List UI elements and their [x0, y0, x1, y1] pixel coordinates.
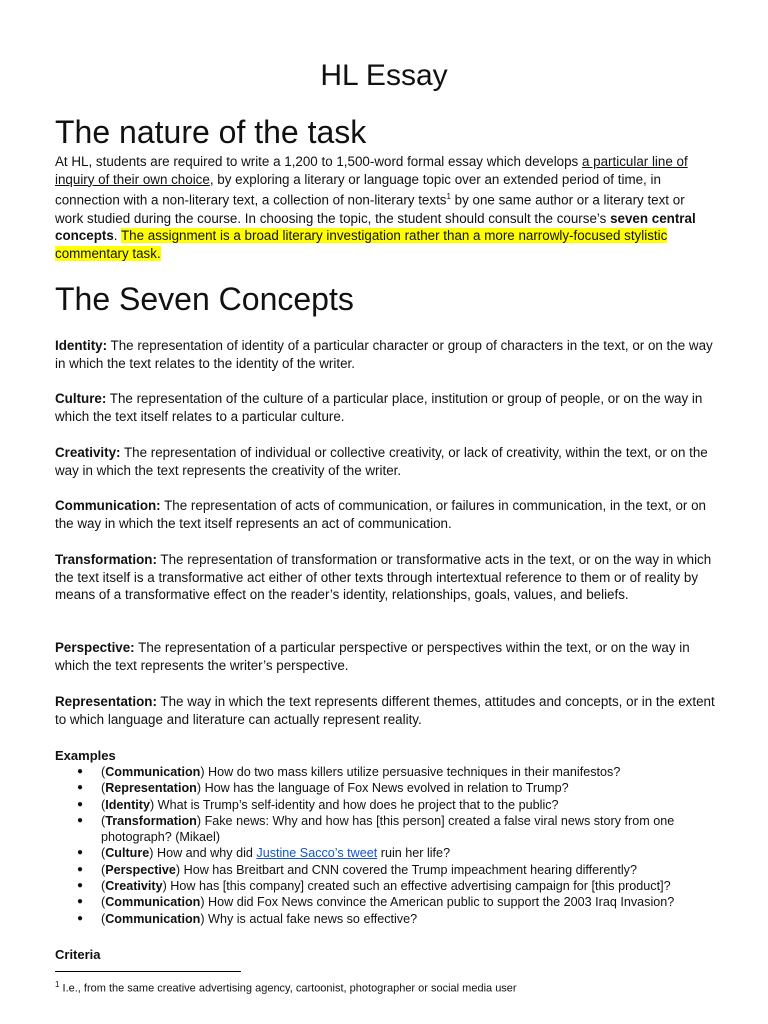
list-item: ● (Creativity) How has [this company] created such an effective advertising campaign for [this product]? — [55, 878, 715, 894]
example-text: ) How did Fox News convince the American public to support the 2003 Iraq Invasion? — [200, 895, 675, 910]
concept-identity — [55, 337, 715, 372]
example-concept: Culture — [105, 846, 150, 861]
concept-transformation — [55, 551, 715, 604]
example-text: ) Fake news: Why and how has [this person] created a false viral news story from one photograph? (Mikael) — [101, 813, 675, 845]
concept-text: The representation of the culture of a particular place, institution or group of people, or on the way in which the text itself relates to a particular culture. — [55, 391, 703, 424]
example-text: ) How and why did — [149, 846, 257, 861]
footnote-text: I.e., from the same creative advertising agency, cartoonist, photographer or social media user — [59, 982, 517, 995]
task-text-3: by one same author or a literary text or work studied during the course. In choosing the topic, the student should consult the course’s — [55, 192, 685, 226]
example-concept: Perspective — [105, 862, 176, 877]
highlighted-sentence: The assignment is a broad literary investigation rather than a more narrowly-focused stylistic commentary task. — [55, 228, 668, 261]
example-text-after: ruin her life? — [377, 846, 451, 861]
example-text: ) What is Trump’s self-identity and how does he project that to the public? — [149, 797, 559, 812]
list-item: ● (Communication) How did Fox News convince the American public to support the 2003 Iraq Invasion? — [55, 894, 715, 910]
seven-concepts-bold: seven central concepts — [55, 210, 696, 244]
example-text: ) How has Breitbart and CNN covered the Trump impeachment hearing differently? — [175, 862, 637, 877]
list-item: ● (Identity) What is Trump’s self-identity and how does he project that to the public? — [55, 797, 715, 813]
example-concept: Communication — [105, 911, 201, 926]
list-item: ● (Culture) How and why did Justine Sacco’s tweet ruin her life? — [55, 845, 715, 861]
concept-term: Identity: — [55, 338, 108, 353]
list-item: ● (Transformation) Fake news: Why and how has [this person] created a false viral news story from one photograph? (Mikael) — [55, 813, 715, 846]
example-concept: Identity — [105, 797, 150, 812]
task-text-2: , by exploring a literary or language topic over an extended period of time, in connection with a non-literary text, a collection of non-literary texts — [55, 171, 661, 208]
concept-term: Transformation: — [55, 552, 157, 567]
example-text: ) Why is actual fake news so effective? — [200, 911, 418, 926]
example-concept: Communication — [105, 895, 201, 910]
concept-perspective — [55, 639, 715, 674]
concept-text: The representation of individual or collective creativity, or lack of creativity, within the text, or on the way in which the text represents the creativity of the writer. — [55, 445, 708, 478]
example-text: ) How has [this company] created such an effective advertising campaign for [this product]? — [162, 879, 671, 894]
concept-representation — [55, 693, 715, 728]
list-item: ● (Representation) How has the language of Fox News evolved in relation to Trump? — [55, 780, 715, 796]
footnote-mark: 1 — [55, 980, 60, 989]
document-title: HL Essay — [320, 59, 448, 92]
tweet-link[interactable]: Justine Sacco’s tweet — [256, 846, 378, 861]
concept-creativity — [55, 444, 715, 479]
examples-heading: Examples — [55, 748, 116, 763]
concept-communication — [55, 497, 715, 532]
list-item: ● (Communication) How do two mass killers utilize persuasive techniques in their manifestos? — [55, 764, 715, 780]
list-item: ● (Perspective) How has Breitbart and CNN covered the Trump impeachment hearing differently? — [55, 862, 715, 878]
concept-text: The representation of identity of a particular character or group of characters in the text, or on the way in which the text relates to the identity of the writer. — [55, 338, 713, 371]
concept-term: Communication: — [55, 498, 161, 513]
concept-text: The representation of transformation or transformative acts in the text, or on the way in which the text itself is a transformative act either of other texts through intertextual reference to them or of reality by means of a transformative effect on the reader’s identity, relationships, goals, values, and beliefs. — [55, 552, 712, 603]
footnote — [55, 980, 517, 995]
task-heading: The nature of the task — [55, 114, 367, 150]
example-concept: Communication — [105, 765, 201, 779]
concept-term: Perspective: — [55, 640, 135, 655]
concepts-heading: The Seven Concepts — [55, 281, 354, 317]
concept-term: Creativity: — [55, 445, 121, 460]
concept-text: The representation of acts of communication, or failures in communication, in the text, or on the way in which the text itself represents an act of communication. — [55, 498, 706, 531]
task-paragraph — [55, 153, 715, 263]
footnote-reference: 1 — [446, 192, 451, 202]
example-concept: Representation — [105, 781, 197, 796]
concept-text: The way in which the text represents different themes, attitudes and concepts, or in the extent to which language and literature can actually represent reality. — [55, 694, 715, 727]
list-item: ● (Communication) Why is actual fake news so effective? — [55, 911, 715, 927]
task-text-1: At HL, students are required to write a 1,200 to 1,500-word formal essay which develops — [55, 154, 582, 169]
concept-text: The representation of a particular perspective or perspectives within the text, or on the way in which the text represents the writer’s perspective. — [55, 640, 690, 673]
concept-culture — [55, 390, 715, 425]
task-text-4: . — [113, 228, 121, 244]
example-text: ) How do two mass killers utilize persuasive techniques in their manifestos? — [200, 765, 621, 779]
example-concept: Creativity — [105, 879, 163, 894]
example-text: ) How has the language of Fox News evolved in relation to Trump? — [196, 781, 569, 796]
example-concept: Transformation — [105, 813, 197, 828]
criteria-heading: Criteria — [55, 947, 101, 962]
underlined-phrase: a particular line of inquiry of their own choice — [55, 154, 688, 187]
examples-list — [55, 764, 715, 927]
concept-term: Representation: — [55, 694, 157, 709]
concept-term: Culture: — [55, 391, 107, 406]
footnote-divider — [55, 971, 241, 972]
